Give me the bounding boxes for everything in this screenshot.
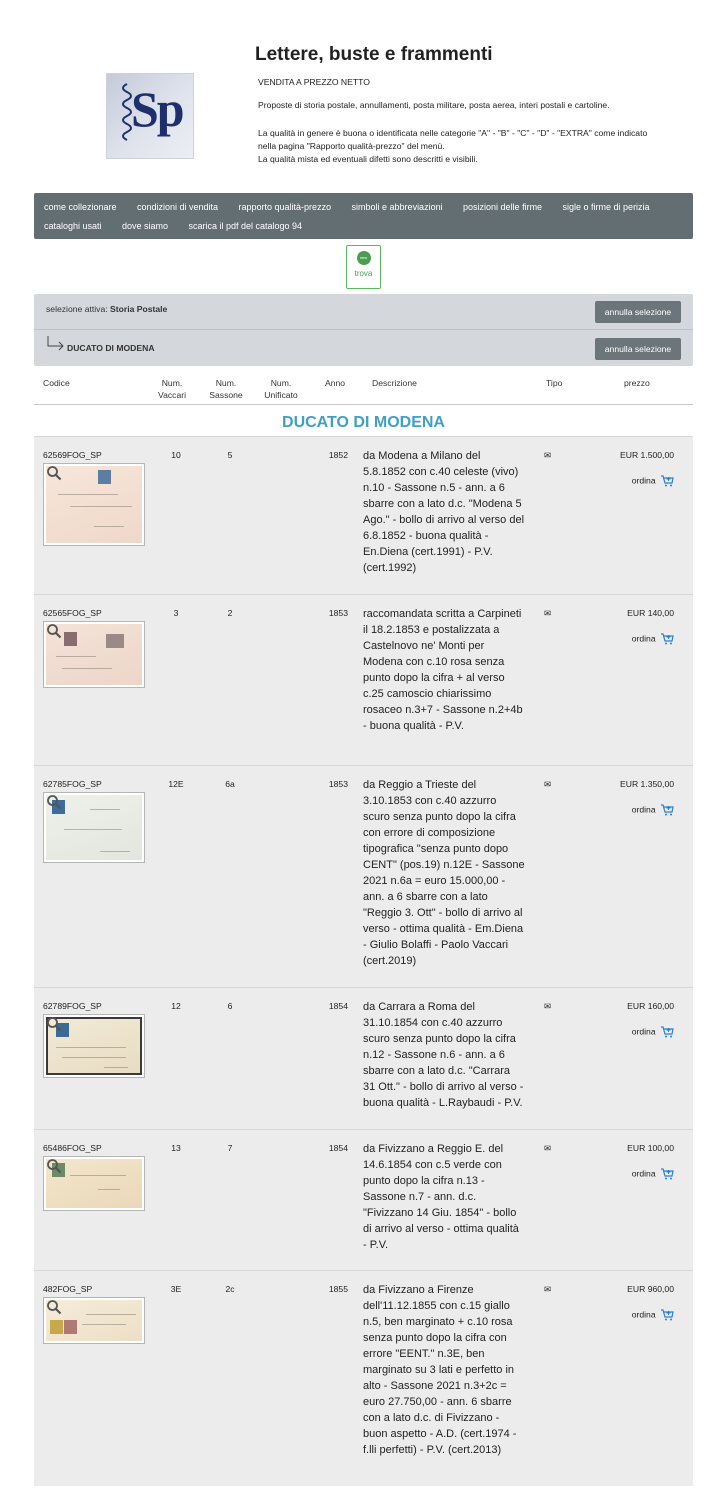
item-thumbnail[interactable] [43, 463, 145, 546]
row-description: da Fivizzano a Reggio E. del 14.6.1854 con c.5 verde con punto dopo la cifra n.13 - Sassone n.7 - ann. d.c. "Fivizzano 14 Giu. 1854" - bollo di arrivo al verso - ottima qualità - P.V. [363, 1143, 519, 1251]
row-price: EUR 160,00 [627, 1001, 674, 1011]
col-prezzo: prezzo [624, 378, 650, 388]
row-sassone: 6a [225, 779, 235, 789]
stamp-image [98, 470, 111, 484]
stamp-image [50, 1320, 63, 1334]
handwriting-line [62, 1057, 126, 1058]
handwriting-line [98, 1189, 120, 1190]
row-code: 65486FOG_SP [43, 1143, 102, 1153]
col-sassone [200, 377, 252, 401]
subselection-row [34, 331, 693, 366]
row-code: 62565FOG_SP [43, 608, 102, 618]
handwriting-line [70, 1175, 126, 1176]
col-descrizione: Descrizione [372, 378, 417, 388]
item-thumbnail[interactable] [43, 1297, 145, 1344]
nav-cataloghi-usati[interactable]: cataloghi usati [44, 221, 102, 231]
nav-condizioni-vendita[interactable]: condizioni di vendita [137, 202, 219, 212]
active-selection [46, 304, 167, 314]
table-row [34, 765, 693, 987]
zoom-icon[interactable] [46, 1158, 62, 1174]
zoom-icon[interactable] [46, 794, 62, 810]
selection-row [34, 294, 693, 330]
handwriting-line [94, 526, 124, 527]
nav-come-collezionare[interactable]: come collezionare [44, 202, 117, 212]
zoom-icon[interactable] [46, 1016, 62, 1032]
cart-icon [660, 1026, 674, 1038]
handwriting-line [56, 656, 96, 657]
row-code: 62785FOG_SP [43, 779, 102, 789]
zoom-icon[interactable] [46, 465, 62, 481]
handwriting-line [62, 668, 112, 669]
product-list [34, 436, 693, 1486]
header-subtitle: VENDITA A PREZZO NETTO [258, 77, 370, 87]
row-anno: 1855 [328, 1284, 348, 1294]
handwriting-line [82, 1324, 126, 1325]
trova-button[interactable] [346, 245, 381, 289]
row-vaccari: 12E [168, 779, 184, 789]
order-button[interactable] [632, 633, 674, 645]
zoom-icon[interactable] [46, 1299, 62, 1315]
handwriting-line [56, 1047, 126, 1048]
row-description: raccomandata scritta a Carpineti il 18.2.1853 e postalizzata a Castelnovo ne' Monti per Modena con c.10 rosa senza punto dopo la cifra + al verso c.25 camoscio chiarissimo rosaceo n.3+7 - Sassone n.2+4b - buona qualità - P.V. [363, 608, 523, 732]
site-logo[interactable] [106, 73, 194, 159]
nav-dove-siamo[interactable]: dove siamo [122, 221, 169, 231]
section-title: DUCATO DI MODENA [282, 414, 445, 431]
row-tipo-envelope-icon: ✉ [544, 1143, 552, 1153]
col-tipo: Tipo [546, 378, 563, 388]
col-anno: Anno [325, 378, 346, 388]
row-anno: 1852 [328, 450, 348, 460]
nav-rapporto-qualita-prezzo[interactable]: rapporto qualità-prezzo [238, 202, 332, 212]
col-unificato [255, 377, 307, 401]
row-code: 62569FOG_SP [43, 450, 102, 460]
nav-simboli-abbreviazioni[interactable]: simboli e abbreviazioni [351, 202, 443, 212]
order-button[interactable] [632, 804, 674, 816]
col-vaccari-line2: Vaccari [157, 390, 187, 400]
row-anno: 1854 [328, 1001, 348, 1011]
row-sassone: 6 [227, 1001, 233, 1011]
cart-icon [660, 633, 674, 645]
row-description: da Modena a Milano del 5.8.1852 con c.40 celeste (vivo) n.10 - Sassone n.5 - ann. a 6 sbarre con a lato d.c. "Modena 5 Ago." - bollo di arrivo al verso del 6.8.1852 - buona qualità - En.Diena (cert.1991) - P.V. (cert.1992) [363, 450, 525, 574]
order-button[interactable] [632, 1309, 674, 1321]
main-nav [34, 193, 693, 239]
row-tipo-envelope-icon: ✉ [544, 1001, 552, 1011]
header-quality-note-3: La qualità mista ed eventuali difetti sono descritti e visibili. [258, 154, 478, 164]
order-label: ordina [631, 804, 656, 815]
row-vaccari: 3 [173, 608, 179, 618]
row-sassone: 2 [227, 608, 233, 618]
col-unificato-line2: Unificato [264, 390, 298, 400]
table-row [34, 1270, 693, 1486]
row-description: da Reggio a Trieste del 3.10.1853 con c.40 azzurro scuro senza punto dopo la cifra con errore di composizione tipografica "senza punto dopo CENT" (pos.19) n.12E - Sassone 2021 n.6a = euro 15.000,00 - ann. a 6 sbarre con a lato "Reggio 3. Ott" - bollo di arrivo al verso - ottima qualità - Em.Diena - Giulio Bolaffi - Paolo Vaccari (cert.2019) [363, 779, 525, 967]
table-row [34, 594, 693, 765]
selection-panel [34, 294, 693, 366]
row-sassone: 2c [225, 1284, 235, 1294]
handwriting-line [86, 1314, 136, 1315]
table-row [34, 1129, 693, 1270]
row-sassone: 7 [227, 1143, 233, 1153]
subdirectory-arrow-icon [47, 335, 65, 351]
row-vaccari: 13 [171, 1143, 181, 1153]
item-thumbnail[interactable] [43, 621, 145, 688]
table-header [34, 370, 693, 405]
stamp-image [106, 634, 124, 648]
order-button[interactable] [632, 1026, 674, 1038]
row-sassone: 5 [227, 450, 233, 460]
row-description: da Carrara a Roma del 31.10.1854 con c.40 azzurro scuro senza punto dopo la cifra n.12 - Sassone n.6 - ann. a 6 sbarre con a lato d.c. "Carrara 31 Ott." - bollo di arrivo al verso - buona qualità - L.Raybaudi - P.V. [363, 1001, 524, 1109]
order-label: ordina [631, 1309, 656, 1320]
cart-icon [660, 475, 674, 487]
selection-value: Storia Postale [110, 304, 168, 314]
row-price: EUR 960,00 [627, 1284, 674, 1294]
subselection-label: DUCATO DI MODENA [67, 343, 155, 353]
cancel-subselection-button[interactable]: annulla selezione [595, 338, 681, 360]
col-vaccari [146, 377, 198, 401]
order-button[interactable] [632, 1168, 674, 1180]
order-label: ordina [631, 475, 656, 486]
col-unificato-line1: Num. [270, 378, 292, 388]
header-intro: Proposte di storia postale, annullamenti, posta militare, posta aerea, interi postali e cartoline. [258, 100, 610, 110]
row-price: EUR 100,00 [627, 1143, 674, 1153]
nav-posizioni-firme[interactable]: posizioni delle firme [463, 202, 543, 212]
row-code: 62789FOG_SP [43, 1001, 102, 1011]
order-label: ordina [631, 1026, 656, 1037]
zoom-icon[interactable] [46, 623, 62, 639]
handwriting-line [90, 809, 120, 810]
nav-scarica-pdf[interactable]: scarica il pdf del catalogo 94 [188, 221, 303, 231]
cart-icon [660, 1309, 674, 1321]
cart-icon [660, 804, 674, 816]
order-button[interactable] [632, 475, 674, 487]
row-price: EUR 1.500,00 [620, 450, 674, 460]
cart-icon [660, 1168, 674, 1180]
col-sassone-line2: Sassone [209, 390, 243, 400]
row-vaccari: 10 [171, 450, 181, 460]
row-vaccari: 3E [170, 1284, 182, 1294]
row-price: EUR 1.350,00 [620, 779, 674, 789]
handwriting-line [104, 1067, 128, 1068]
logo-text: Sp [131, 81, 183, 137]
new-badge-icon: new [357, 251, 371, 265]
handwriting-line [100, 851, 130, 852]
table-row [34, 987, 693, 1129]
item-thumbnail[interactable] [43, 1014, 145, 1078]
row-vaccari: 12 [171, 1001, 181, 1011]
header-quality-note: La qualità in genere è buona o identificata nelle categorie "A" - "B" - "C" - "D" - "EXTRA" come indicato [258, 128, 648, 138]
row-tipo-envelope-icon: ✉ [544, 1284, 552, 1294]
row-price: EUR 140,00 [627, 608, 674, 618]
row-tipo-envelope-icon: ✉ [544, 608, 552, 618]
order-label: ordina [631, 1168, 656, 1179]
trova-label: trova [354, 269, 373, 278]
row-code: 482FOG_SP [43, 1284, 93, 1294]
row-anno: 1853 [328, 779, 348, 789]
order-label: ordina [631, 633, 656, 644]
col-sassone-line1: Num. [215, 378, 237, 388]
page-title: Lettere, buste e frammenti [255, 44, 493, 65]
item-thumbnail[interactable] [43, 1156, 145, 1211]
stamp-image [64, 632, 77, 646]
stamp-image [64, 1320, 77, 1334]
table-row [34, 436, 693, 594]
row-tipo-envelope-icon: ✉ [544, 450, 552, 460]
row-description: da Fivizzano a Firenze dell'11.12.1855 con c.15 giallo n.5, ben marginato + c.10 rosa senza punto dopo la cifra con errore "EENT." n.3E, ben marginato su 3 lati e perfetto in alto - Sassone 2021 n.3+2c = euro 27.750,00 - ann. 6 sbarre con a lato d.c. di Fivizzano - buon aspetto - A.D. (cert.1974 - f.lli perfetti) - P.V. (cert.2013) [363, 1284, 517, 1456]
row-tipo-envelope-icon: ✉ [544, 779, 552, 789]
item-thumbnail[interactable] [43, 792, 145, 863]
selection-prefix: selezione attiva: [46, 304, 108, 314]
handwriting-line [70, 506, 132, 507]
col-vaccari-line1: Num. [161, 378, 183, 388]
col-codice: Codice [43, 378, 70, 388]
row-anno: 1853 [328, 608, 348, 618]
handwriting-line [64, 829, 122, 830]
handwriting-line [58, 494, 118, 495]
page-header [0, 0, 725, 190]
row-anno: 1854 [328, 1143, 348, 1153]
header-quality-note-2: nella pagina "Rapporto qualità-prezzo" del menù. [258, 141, 445, 151]
cancel-selection-button[interactable]: annulla selezione [595, 301, 681, 323]
nav-sigle-firme-perizia[interactable]: sigle o firme di perizia [562, 202, 650, 212]
